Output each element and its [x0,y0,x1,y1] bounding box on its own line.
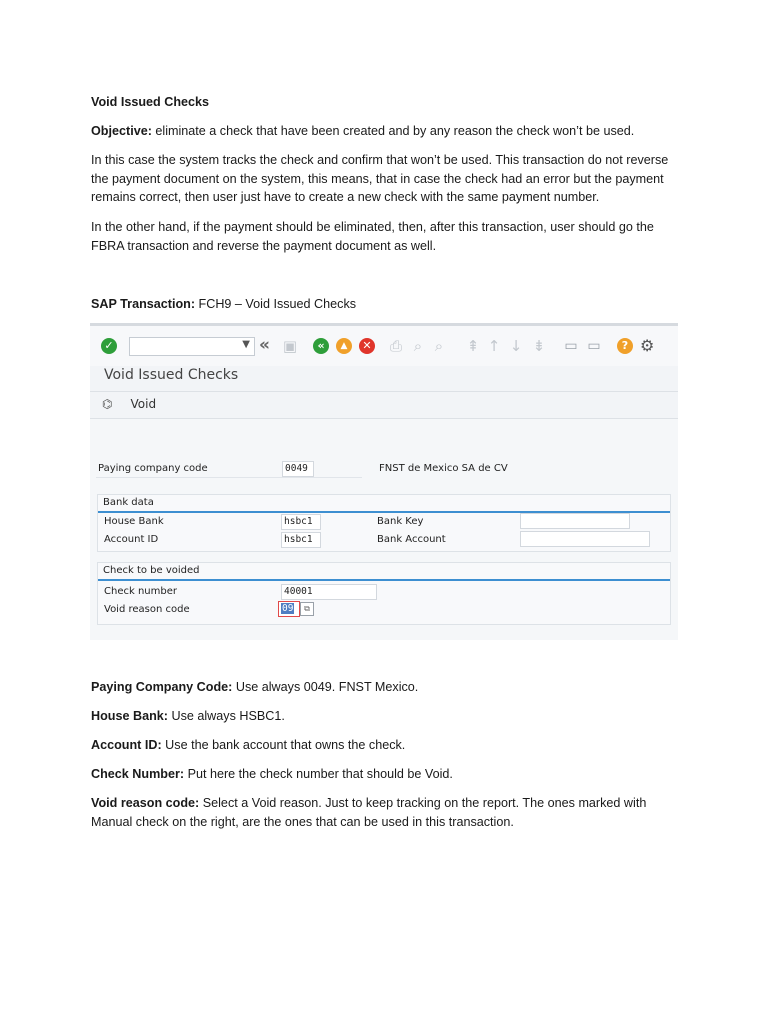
paragraph-1-text: In this case the system tracks the check and confirm that won’t be used. This transaction do not reverse the payment document on the system, this means, that in case the check had an error but the payment remains correct, then user just have to create a new check with the same payment number. [91,153,669,205]
house-bank-field[interactable]: hsbc1 [281,514,321,530]
bank-key-label: Bank Key [377,516,424,527]
note-text: Select a Void reason. Just to keep tracking on the report. The ones marked with Manual check on the right, are the ones that can be used in this transaction. [91,796,647,829]
void-reason-label: Void reason code [104,604,190,615]
note-label: Account ID: [91,738,162,752]
note-text: Use always 0049. FNST Mexico. [232,680,419,694]
check-number-field[interactable]: 40001 [281,584,377,600]
cancel-icon[interactable]: ✕ [359,338,375,354]
nav-up-icon[interactable]: ▲ [336,338,352,354]
doc-heading [91,93,681,112]
note-label: House Bank: [91,709,168,723]
bank-account-field[interactable] [520,531,650,547]
sap-transaction-line [91,295,681,314]
sap-toolbar [90,326,678,366]
save-icon[interactable]: ▣ [282,337,298,355]
paragraph-2 [91,218,681,255]
company-name-text: FNST de Mexico SA de CV [379,463,508,474]
new-session-icon[interactable]: ▭ [564,338,578,354]
sap-tx-text: FCH9 – Void Issued Checks [195,297,357,311]
void-button[interactable] [102,397,156,411]
note-label: Paying Company Code: [91,680,233,694]
objective-label: Objective: [91,124,152,138]
bank-account-label: Bank Account [377,534,446,545]
nav-back-icon[interactable]: « [313,338,329,354]
find-icon[interactable]: ⌕ [413,337,423,355]
objective-paragraph [91,122,681,141]
screen-title: Void Issued Checks [104,367,239,383]
account-id-label: Account ID [104,534,159,545]
house-bank-label: House Bank [104,516,164,527]
print-icon[interactable]: ⎙ [389,337,402,355]
check-to-be-voided-group [97,562,671,625]
note-check-number [91,765,681,784]
note-account-id [91,736,681,755]
value-help-icon[interactable]: ⧉ [300,602,314,616]
settings-icon[interactable]: ⚙ [640,336,655,355]
field-underline [96,477,362,478]
void-button-label: Void [130,397,157,411]
paying-company-code-field[interactable]: 0049 [282,461,314,477]
note-text: Put here the check number that should be Void. [184,767,453,781]
void-reason-value: 09 [282,603,294,614]
help-icon[interactable]: ? [617,338,633,354]
void-reason-field[interactable] [278,601,300,617]
command-field[interactable] [129,337,255,356]
check-group-title: Check to be voided [98,563,670,581]
title-separator [90,391,678,392]
shortcut-icon[interactable]: ▭ [587,338,601,354]
paying-company-code-label: Paying company code [98,463,208,474]
account-id-field[interactable]: hsbc1 [281,532,321,548]
note-label: Void reason code: [91,796,200,810]
check-icon[interactable]: ✓ [101,338,117,354]
sap-form [90,419,678,640]
sap-tx-label: SAP Transaction: [91,297,196,311]
prev-page-icon[interactable]: ↑ [487,337,501,355]
back-double-icon[interactable]: « [259,335,270,355]
next-page-icon[interactable]: ↓ [509,337,523,355]
heading-text: Void Issued Checks [91,95,210,109]
objective-text: eliminate a check that have been created and by any reason the check won’t be used. [151,124,635,138]
first-page-icon[interactable]: ⇞ [466,337,480,355]
last-page-icon[interactable]: ⇟ [532,337,546,355]
paragraph-1 [91,151,681,207]
note-text: Use always HSBC1. [167,709,285,723]
note-label: Check Number: [91,767,185,781]
paragraph-2-text: In the other hand, if the payment should be eliminated, then, after this transaction, user should go the FBRA transaction and reverse the payment document as well. [91,220,654,253]
note-house-bank [91,707,681,726]
bank-data-group-title: Bank data [98,495,670,513]
sap-window [90,323,678,640]
check-number-label: Check number [104,586,177,597]
find-next-icon[interactable]: ⌕ [434,337,444,355]
dropdown-icon[interactable]: ▼ [242,339,250,350]
note-text: Use the bank account that owns the check. [161,738,406,752]
note-paying-company-code [91,678,681,697]
glasses-icon: ⌬ [102,397,113,411]
note-void-reason-code [91,794,681,831]
bank-key-field[interactable] [520,513,630,529]
